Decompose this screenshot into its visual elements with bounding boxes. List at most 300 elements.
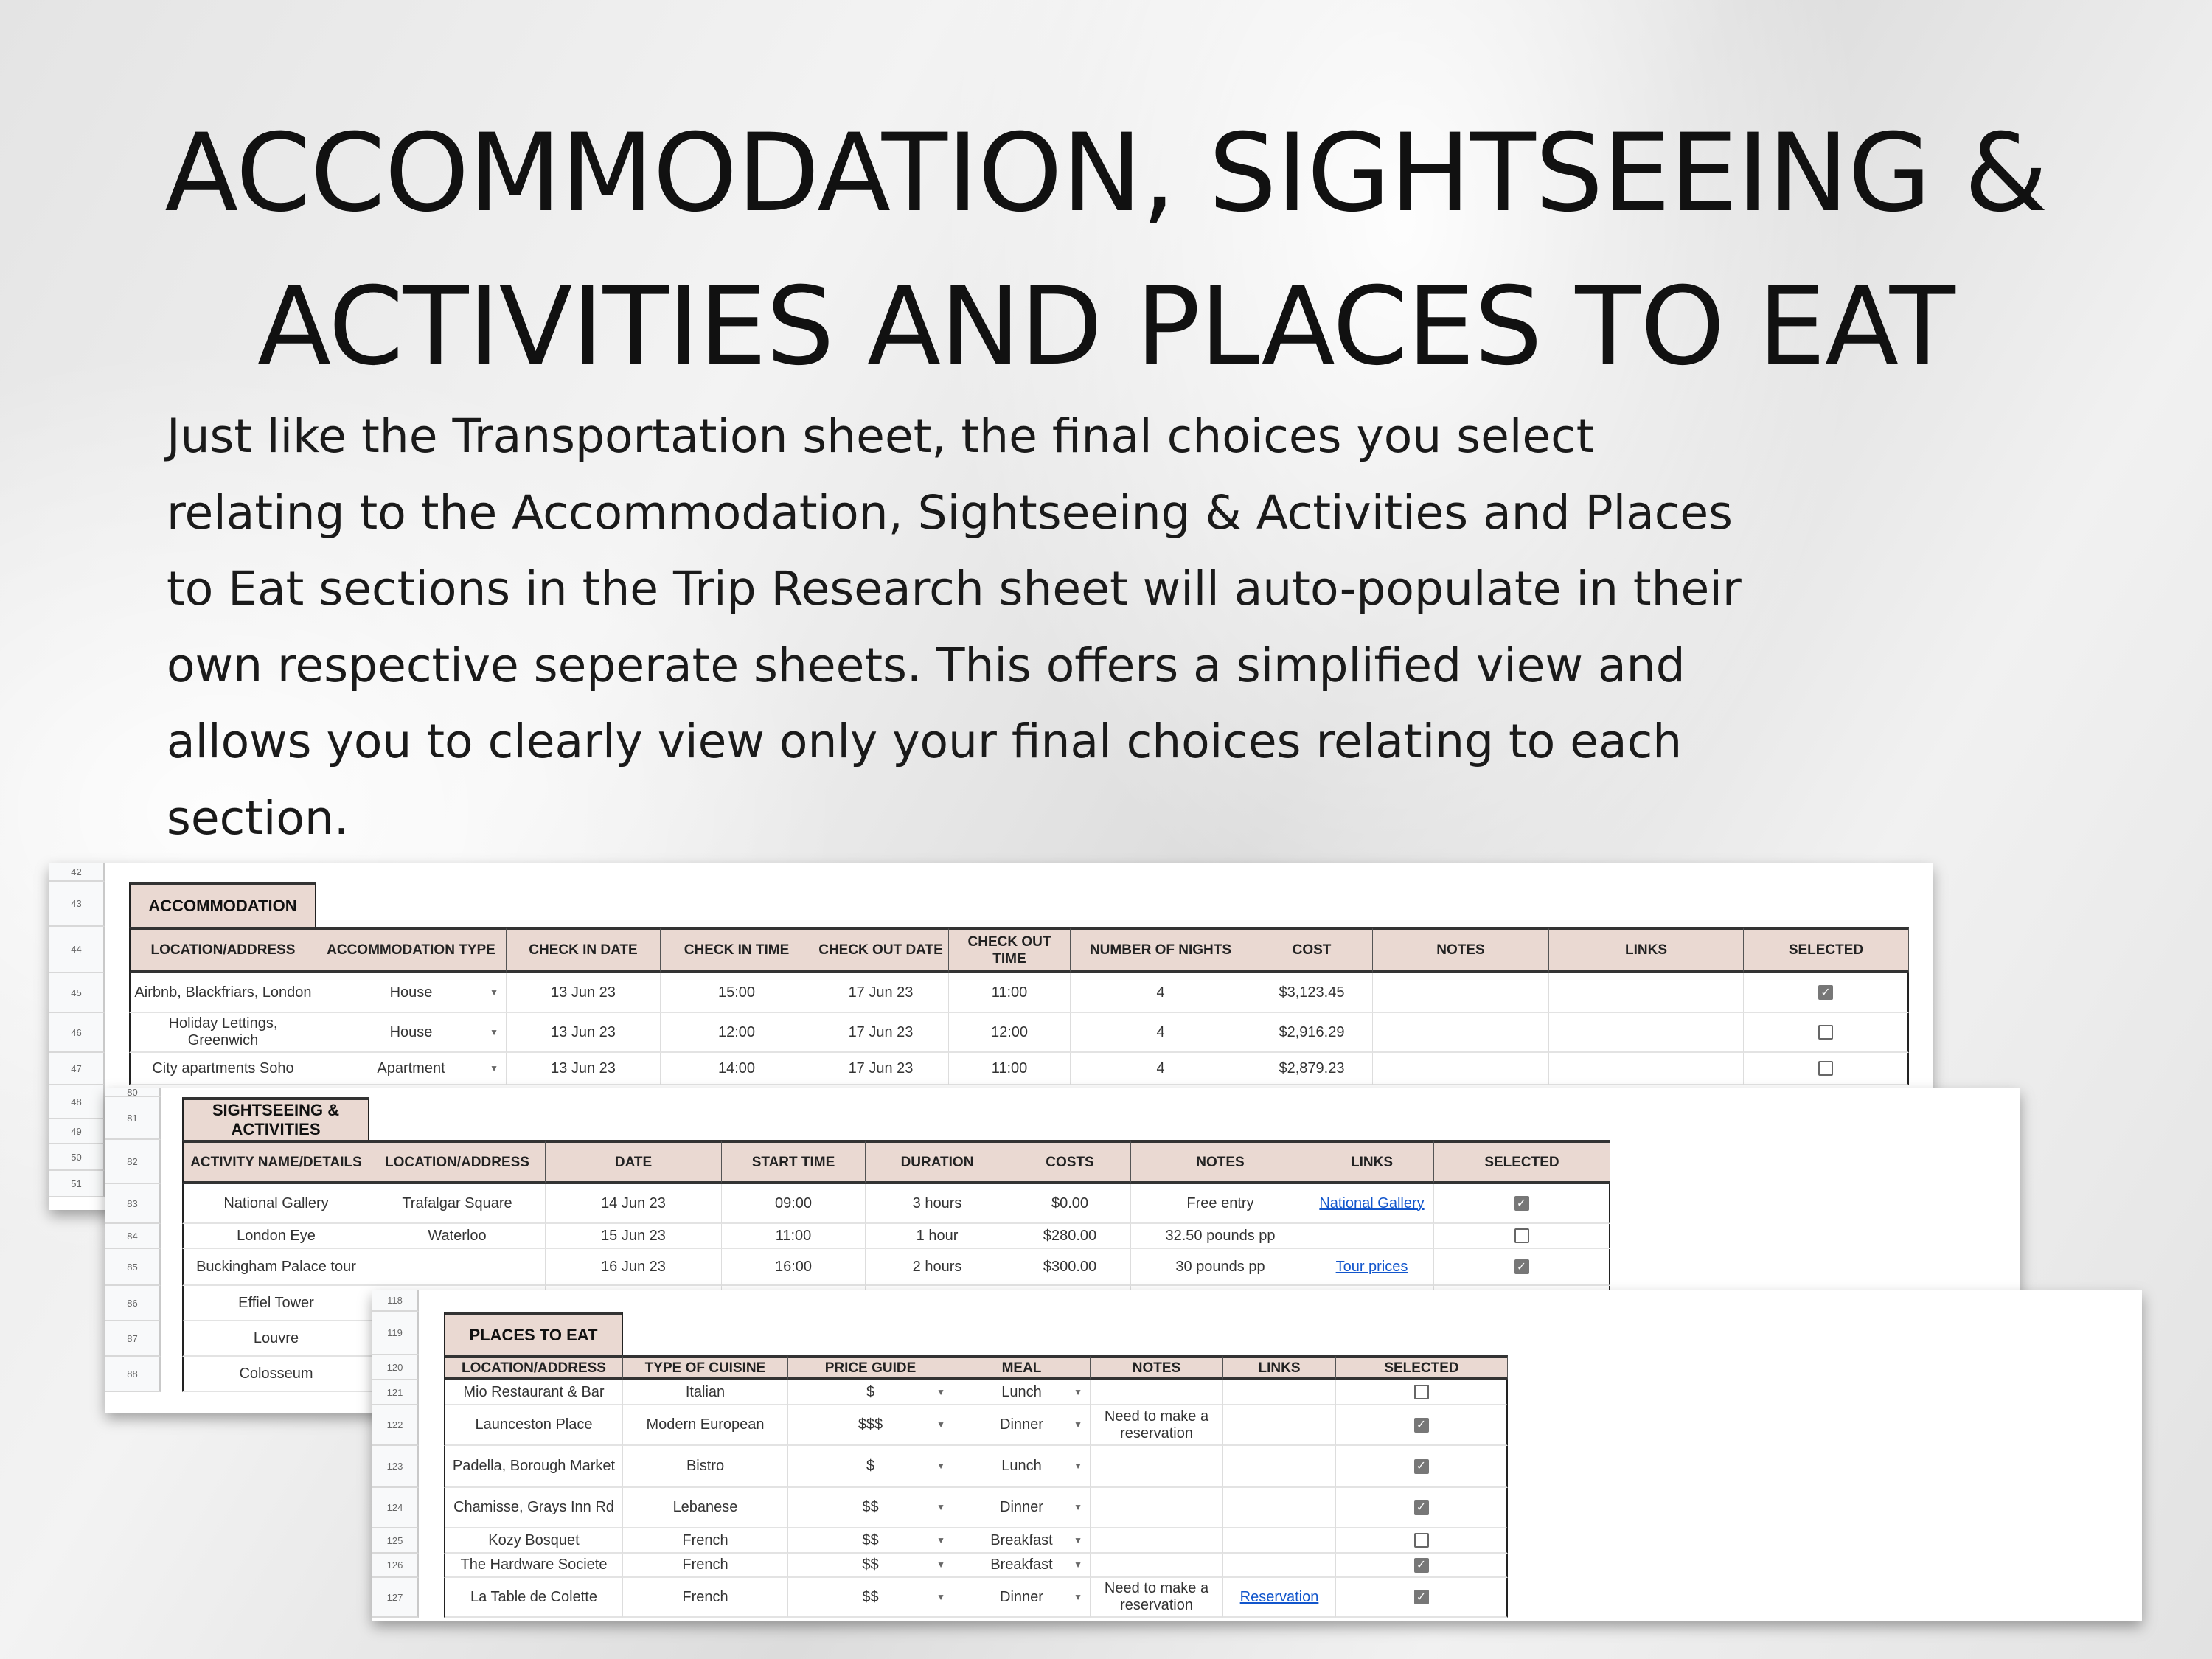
gutter-gap xyxy=(419,1380,444,1405)
column-header: CHECK IN DATE xyxy=(507,927,661,973)
column-header: TYPE OF CUISINE xyxy=(623,1355,788,1380)
table-row xyxy=(49,1013,1933,1053)
cell-text: Apartment xyxy=(377,1060,445,1077)
checkbox-unchecked[interactable] xyxy=(1818,1061,1833,1076)
cell-text: 3 hours xyxy=(912,1194,962,1211)
table-cell xyxy=(129,1013,316,1053)
cell-text: Mio Restaurant & Bar xyxy=(463,1383,605,1400)
table-cell xyxy=(129,1053,316,1085)
checkbox-unchecked[interactable] xyxy=(1414,1385,1429,1399)
row-number[interactable]: 122 xyxy=(372,1405,419,1446)
spacer-row xyxy=(372,1290,2142,1312)
table-cell xyxy=(182,1184,369,1224)
selected-cell xyxy=(1744,973,1909,1013)
description-line: allows you to clearly view only your final choices relating to each xyxy=(167,714,1683,768)
cell-text: City apartments Soho xyxy=(152,1060,294,1077)
cell-text: Need to make a reservation xyxy=(1104,1408,1209,1441)
table-cell xyxy=(623,1405,788,1446)
table-cell xyxy=(1549,1013,1744,1053)
column-header: LOCATION/ADDRESS xyxy=(129,927,316,973)
cell-text: $$ xyxy=(862,1499,879,1515)
dropdown-arrow-icon[interactable]: ▼ xyxy=(1074,1386,1082,1397)
column-header: NUMBER OF NIGHTS xyxy=(1071,927,1251,973)
table-cell xyxy=(546,1224,722,1249)
gutter-gap xyxy=(105,927,129,973)
gutter-gap xyxy=(161,1088,182,1097)
table-cell xyxy=(813,1053,949,1085)
description-line: section. xyxy=(167,790,349,845)
dropdown-arrow-icon[interactable]: ▼ xyxy=(936,1419,945,1430)
column-header: SELECTED xyxy=(1336,1355,1508,1380)
table-cell xyxy=(507,973,661,1013)
table-cell xyxy=(722,1184,866,1224)
table-row xyxy=(372,1446,2142,1488)
checkbox-checked[interactable]: ✓ xyxy=(1414,1500,1429,1515)
gutter-gap xyxy=(161,1249,182,1286)
table-cell xyxy=(129,973,316,1013)
table-cell xyxy=(1373,1053,1549,1085)
table-cell xyxy=(1009,1224,1131,1249)
table-cell xyxy=(813,1013,949,1053)
gutter-gap xyxy=(419,1312,444,1355)
table-cell xyxy=(1223,1528,1336,1554)
gutter-gap xyxy=(419,1446,444,1488)
cell-text: Airbnb, Blackfriars, London xyxy=(134,984,312,1001)
row-number[interactable]: 119 xyxy=(372,1312,419,1355)
table-cell xyxy=(813,973,949,1013)
table-cell xyxy=(1373,973,1549,1013)
column-header: LINKS xyxy=(1549,927,1744,973)
table-cell xyxy=(1223,1488,1336,1528)
table-cell xyxy=(623,1380,788,1405)
cell-text: The Hardware Societe xyxy=(460,1557,608,1573)
dropdown-arrow-icon[interactable]: ▼ xyxy=(1074,1461,1082,1471)
table-cell xyxy=(722,1249,866,1286)
checkbox-checked[interactable]: ✓ xyxy=(1414,1459,1429,1474)
table-cell[interactable] xyxy=(953,1405,1091,1446)
table-cell xyxy=(1549,973,1744,1013)
description-line: to Eat sections in the Trip Research sheet will auto-populate in their xyxy=(167,562,1742,616)
column-header: LINKS xyxy=(1223,1355,1336,1380)
table-cell xyxy=(369,1184,546,1224)
table-cell xyxy=(444,1380,623,1405)
table-cell xyxy=(546,1184,722,1224)
table-cell xyxy=(1373,1013,1549,1053)
table-cell xyxy=(623,1554,788,1578)
table-cell xyxy=(623,1528,788,1554)
link[interactable]: Tour prices xyxy=(1335,1258,1408,1275)
column-header: START TIME xyxy=(722,1140,866,1184)
column-header: MEAL xyxy=(953,1355,1091,1380)
cell-text: 12:00 xyxy=(717,1023,756,1040)
link[interactable]: Reservation xyxy=(1239,1588,1319,1605)
table-row xyxy=(372,1405,2142,1446)
table-cell xyxy=(866,1224,1009,1249)
table-cell xyxy=(1223,1380,1336,1405)
table-cell xyxy=(661,1013,813,1053)
table-row xyxy=(105,1249,2020,1286)
column-header: DATE xyxy=(546,1140,722,1184)
link[interactable]: National Gallery xyxy=(1319,1194,1425,1211)
gutter-gap xyxy=(105,973,129,1013)
row-number[interactable]: 127 xyxy=(372,1578,419,1618)
cell-text: $$$ xyxy=(858,1416,883,1433)
column-header: SELECTED xyxy=(1434,1140,1610,1184)
cell-text: Louvre xyxy=(253,1329,299,1346)
gutter-gap xyxy=(419,1488,444,1528)
table-row xyxy=(105,1184,2020,1224)
column-header: DURATION xyxy=(866,1140,1009,1184)
row-number[interactable]: 44 xyxy=(49,927,105,973)
gutter-gap xyxy=(419,1405,444,1446)
column-header: ACCOMMODATION TYPE xyxy=(316,927,507,973)
cell-text: Free entry xyxy=(1186,1194,1254,1211)
table-cell xyxy=(661,973,813,1013)
cell-text: 11:00 xyxy=(775,1227,812,1244)
description-line: own respective seperate sheets. This offers a simplified view and xyxy=(167,638,1686,692)
selected-cell xyxy=(1336,1446,1508,1488)
cell-text: 17 Jun 23 xyxy=(848,1060,914,1077)
cell-text: Lunch xyxy=(1001,1383,1042,1400)
column-header: CHECK OUT DATE xyxy=(813,927,949,973)
checkbox-checked[interactable]: ✓ xyxy=(1818,985,1833,1000)
table-cell xyxy=(444,1446,623,1488)
cell-text: 4 xyxy=(1156,1060,1165,1077)
gutter-gap xyxy=(161,1097,182,1140)
table-cell[interactable] xyxy=(953,1554,1091,1578)
table-row xyxy=(372,1554,2142,1578)
table-cell xyxy=(369,1249,546,1286)
cell-text: $ xyxy=(866,1383,875,1400)
table-cell xyxy=(1091,1554,1223,1578)
table-cell xyxy=(444,1488,623,1528)
table-cell xyxy=(949,1053,1071,1085)
row-number[interactable]: 50 xyxy=(49,1144,105,1171)
cell-text: French xyxy=(682,1588,728,1605)
cell-text: 11:00 xyxy=(991,1060,1028,1077)
table-cell xyxy=(1071,973,1251,1013)
table-cell xyxy=(949,973,1071,1013)
table-cell[interactable] xyxy=(953,1528,1091,1554)
table-cell xyxy=(1131,1224,1310,1249)
table-row xyxy=(372,1488,2142,1528)
table-cell xyxy=(369,1224,546,1249)
link-cell[interactable] xyxy=(1310,1249,1434,1286)
table-cell xyxy=(1091,1578,1223,1618)
row-number[interactable]: 49 xyxy=(49,1119,105,1144)
selected-cell xyxy=(1336,1488,1508,1528)
row-number[interactable]: 80 xyxy=(105,1088,161,1097)
table-cell xyxy=(1091,1380,1223,1405)
checkbox-unchecked[interactable] xyxy=(1818,1025,1833,1040)
table-cell xyxy=(866,1249,1009,1286)
column-header: NOTES xyxy=(1373,927,1549,973)
row-number[interactable]: 43 xyxy=(49,882,105,927)
cell-text: 14:00 xyxy=(717,1060,756,1077)
selected-cell xyxy=(1744,1053,1909,1085)
dropdown-arrow-icon[interactable]: ▼ xyxy=(1074,1559,1082,1570)
table-row xyxy=(49,973,1933,1013)
table-cell xyxy=(546,1249,722,1286)
dropdown-arrow-icon[interactable]: ▼ xyxy=(936,1559,945,1570)
cell-text: 09:00 xyxy=(774,1194,813,1211)
cell-text: $280.00 xyxy=(1043,1227,1097,1244)
row-number[interactable]: 118 xyxy=(372,1290,419,1312)
cell-text: 17 Jun 23 xyxy=(848,1023,914,1040)
table-cell xyxy=(623,1446,788,1488)
link-cell[interactable] xyxy=(1223,1578,1336,1618)
table-cell xyxy=(661,1053,813,1085)
table-cell xyxy=(1091,1488,1223,1528)
table-cell[interactable] xyxy=(953,1488,1091,1528)
selected-cell xyxy=(1336,1578,1508,1618)
cell-text: 30 pounds pp xyxy=(1175,1258,1265,1275)
row-number[interactable]: 42 xyxy=(49,863,105,882)
cell-text: 15 Jun 23 xyxy=(601,1227,666,1244)
checkbox-checked[interactable]: ✓ xyxy=(1414,1558,1429,1573)
table-row xyxy=(49,1053,1933,1085)
table-cell xyxy=(444,1578,623,1618)
table-cell xyxy=(444,1405,623,1446)
cell-text: Need to make a reservation xyxy=(1104,1580,1209,1613)
cell-text: Dinner xyxy=(1000,1416,1043,1433)
title-row xyxy=(372,1312,2142,1355)
checkbox-checked[interactable]: ✓ xyxy=(1514,1196,1529,1211)
column-header: COSTS xyxy=(1009,1140,1131,1184)
table-cell xyxy=(444,1528,623,1554)
page-heading-line-1: ACCOMMODATION, SIGHTSEEING & xyxy=(164,111,2048,236)
table-cell[interactable] xyxy=(788,1405,953,1446)
column-header: NOTES xyxy=(1131,1140,1310,1184)
selected-cell xyxy=(1336,1554,1508,1578)
cell-text: Padella, Borough Market xyxy=(452,1458,616,1474)
spacer-row xyxy=(105,1088,2020,1097)
row-number[interactable]: 51 xyxy=(49,1171,105,1197)
column-header: LOCATION/ADDRESS xyxy=(369,1140,546,1184)
selected-cell xyxy=(1744,1013,1909,1053)
table-cell xyxy=(1009,1249,1131,1286)
gutter-gap xyxy=(105,863,129,882)
dropdown-arrow-icon[interactable]: ▼ xyxy=(1074,1534,1082,1545)
dropdown-arrow-icon[interactable]: ▼ xyxy=(490,1026,498,1037)
dropdown-arrow-icon[interactable]: ▼ xyxy=(490,1062,498,1074)
column-header: CHECK IN TIME xyxy=(661,927,813,973)
table-cell[interactable] xyxy=(316,1013,507,1053)
description xyxy=(167,398,2157,856)
selected-cell xyxy=(1336,1380,1508,1405)
table-cell xyxy=(1091,1405,1223,1446)
row-number[interactable]: 84 xyxy=(105,1224,161,1249)
cell-text: $$ xyxy=(862,1531,879,1548)
cell-text: 16 Jun 23 xyxy=(601,1258,666,1275)
cell-text: $$ xyxy=(862,1588,879,1605)
table-row xyxy=(105,1224,2020,1249)
selected-cell xyxy=(1434,1249,1610,1286)
table-cell xyxy=(182,1224,369,1249)
column-header: ACTIVITY NAME/DETAILS xyxy=(182,1140,369,1184)
table-cell xyxy=(1071,1053,1251,1085)
table-cell xyxy=(182,1286,369,1321)
row-number[interactable]: 83 xyxy=(105,1184,161,1224)
row-number[interactable]: 88 xyxy=(105,1357,161,1392)
table-cell[interactable] xyxy=(788,1578,953,1618)
row-number[interactable]: 121 xyxy=(372,1380,419,1405)
column-header: LINKS xyxy=(1310,1140,1434,1184)
section-title: PLACES TO EAT xyxy=(444,1312,623,1355)
cell-text: 14 Jun 23 xyxy=(601,1194,666,1211)
table-cell[interactable] xyxy=(788,1488,953,1528)
row-number[interactable]: 126 xyxy=(372,1554,419,1578)
dropdown-arrow-icon[interactable]: ▼ xyxy=(1074,1502,1082,1512)
table-cell xyxy=(182,1357,369,1392)
table-cell xyxy=(507,1013,661,1053)
table-cell xyxy=(866,1184,1009,1224)
table-cell[interactable] xyxy=(953,1380,1091,1405)
section-title: ACCOMMODATION xyxy=(129,882,316,927)
table-cell xyxy=(1223,1554,1336,1578)
row-number[interactable]: 48 xyxy=(49,1085,105,1119)
table-row xyxy=(372,1578,2142,1618)
gutter-gap xyxy=(419,1528,444,1554)
selected-cell xyxy=(1434,1224,1610,1249)
title-row xyxy=(105,1097,2020,1140)
table-cell xyxy=(1131,1184,1310,1224)
table-cell xyxy=(623,1488,788,1528)
title-row xyxy=(49,882,1933,927)
gutter-gap xyxy=(161,1224,182,1249)
table-cell xyxy=(1310,1224,1434,1249)
cell-text: 13 Jun 23 xyxy=(551,984,616,1001)
checkbox-unchecked[interactable] xyxy=(1414,1533,1429,1548)
table-cell[interactable] xyxy=(788,1554,953,1578)
cell-text: $$ xyxy=(862,1557,879,1573)
cell-text: Chamisse, Grays Inn Rd xyxy=(453,1499,614,1515)
cell-text: 13 Jun 23 xyxy=(551,1060,616,1077)
table-cell xyxy=(1251,973,1373,1013)
cell-text: 1 hour xyxy=(916,1227,959,1244)
table-cell xyxy=(1131,1249,1310,1286)
table-cell[interactable] xyxy=(788,1446,953,1488)
table-cell[interactable] xyxy=(953,1446,1091,1488)
row-number[interactable]: 46 xyxy=(49,1013,105,1053)
checkbox-checked[interactable]: ✓ xyxy=(1414,1418,1429,1433)
row-number[interactable]: 47 xyxy=(49,1053,105,1085)
dropdown-arrow-icon[interactable]: ▼ xyxy=(936,1461,945,1471)
checkbox-checked[interactable]: ✓ xyxy=(1514,1259,1529,1274)
header-row xyxy=(372,1355,2142,1380)
cell-text: House xyxy=(389,1023,433,1040)
table-cell xyxy=(949,1013,1071,1053)
places-to-eat-sheet xyxy=(372,1290,2142,1621)
table-cell[interactable] xyxy=(316,973,507,1013)
cell-text: 13 Jun 23 xyxy=(551,1023,616,1040)
cell-text: Italian xyxy=(685,1383,726,1400)
row-number[interactable]: 120 xyxy=(372,1355,419,1380)
cell-text: $300.00 xyxy=(1043,1258,1097,1275)
checkbox-checked[interactable]: ✓ xyxy=(1414,1590,1429,1604)
cell-text: Colosseum xyxy=(239,1365,313,1382)
dropdown-arrow-icon[interactable]: ▼ xyxy=(936,1591,945,1602)
row-number[interactable]: 124 xyxy=(372,1488,419,1528)
cell-text: House xyxy=(389,984,433,1001)
row-number[interactable]: 87 xyxy=(105,1321,161,1357)
checkbox-unchecked[interactable] xyxy=(1514,1228,1529,1243)
cell-text: Launceston Place xyxy=(475,1416,593,1433)
table-cell[interactable] xyxy=(788,1528,953,1554)
cell-text: 4 xyxy=(1156,984,1165,1001)
column-header: NOTES xyxy=(1091,1355,1223,1380)
dropdown-arrow-icon[interactable]: ▼ xyxy=(1074,1591,1082,1602)
dropdown-arrow-icon[interactable]: ▼ xyxy=(936,1386,945,1397)
cell-text: 32.50 pounds pp xyxy=(1165,1227,1276,1244)
page-heading-line-2: ACTIVITIES AND PLACES TO EAT xyxy=(257,264,1955,389)
table-cell[interactable] xyxy=(788,1380,953,1405)
cell-text: Dinner xyxy=(1000,1499,1043,1515)
table-cell xyxy=(1223,1405,1336,1446)
table-cell xyxy=(507,1053,661,1085)
cell-text: National Gallery xyxy=(223,1194,329,1211)
row-number[interactable]: 125 xyxy=(372,1528,419,1554)
table-cell[interactable] xyxy=(316,1053,507,1085)
gutter-gap xyxy=(161,1184,182,1224)
cell-text: Breakfast xyxy=(990,1557,1053,1573)
gutter-gap xyxy=(419,1578,444,1618)
dropdown-arrow-icon[interactable]: ▼ xyxy=(936,1534,945,1545)
row-number[interactable]: 82 xyxy=(105,1140,161,1184)
row-number[interactable]: 45 xyxy=(49,973,105,1013)
cell-text: 17 Jun 23 xyxy=(848,984,914,1001)
row-number[interactable]: 81 xyxy=(105,1097,161,1140)
dropdown-arrow-icon[interactable]: ▼ xyxy=(936,1502,945,1512)
cell-text: $ xyxy=(866,1458,875,1474)
header-row xyxy=(49,927,1933,973)
cell-text: Trafalgar Square xyxy=(402,1194,512,1211)
dropdown-arrow-icon[interactable]: ▼ xyxy=(490,987,498,998)
selected-cell xyxy=(1434,1184,1610,1224)
spacer-row xyxy=(49,863,1933,882)
table-cell xyxy=(182,1321,369,1357)
cell-text: 12:00 xyxy=(990,1023,1029,1040)
cell-text: 2 hours xyxy=(912,1258,962,1275)
row-number[interactable]: 85 xyxy=(105,1249,161,1286)
cell-text: Lunch xyxy=(1001,1458,1042,1474)
table-cell xyxy=(722,1224,866,1249)
cell-text: French xyxy=(682,1557,728,1573)
cell-text: French xyxy=(682,1531,728,1548)
gutter-gap xyxy=(161,1357,182,1392)
table-cell xyxy=(1549,1053,1744,1085)
dropdown-arrow-icon[interactable]: ▼ xyxy=(1074,1419,1082,1430)
cell-text: La Table de Colette xyxy=(470,1588,597,1605)
row-number[interactable]: 86 xyxy=(105,1286,161,1321)
table-cell xyxy=(1091,1446,1223,1488)
header-row xyxy=(105,1140,2020,1184)
gutter-gap xyxy=(161,1321,182,1357)
gutter-gap xyxy=(105,1013,129,1053)
table-cell xyxy=(1251,1013,1373,1053)
table-cell[interactable] xyxy=(953,1578,1091,1618)
gutter-gap xyxy=(161,1286,182,1321)
cell-text: 15:00 xyxy=(717,984,756,1001)
table-row xyxy=(372,1380,2142,1405)
column-header: COST xyxy=(1251,927,1373,973)
link-cell[interactable] xyxy=(1310,1184,1434,1224)
cell-text: Buckingham Palace tour xyxy=(196,1258,356,1275)
table-cell xyxy=(1009,1184,1131,1224)
row-number[interactable]: 123 xyxy=(372,1446,419,1488)
cell-text: 11:00 xyxy=(991,984,1028,1001)
cell-text: Dinner xyxy=(1000,1588,1043,1605)
